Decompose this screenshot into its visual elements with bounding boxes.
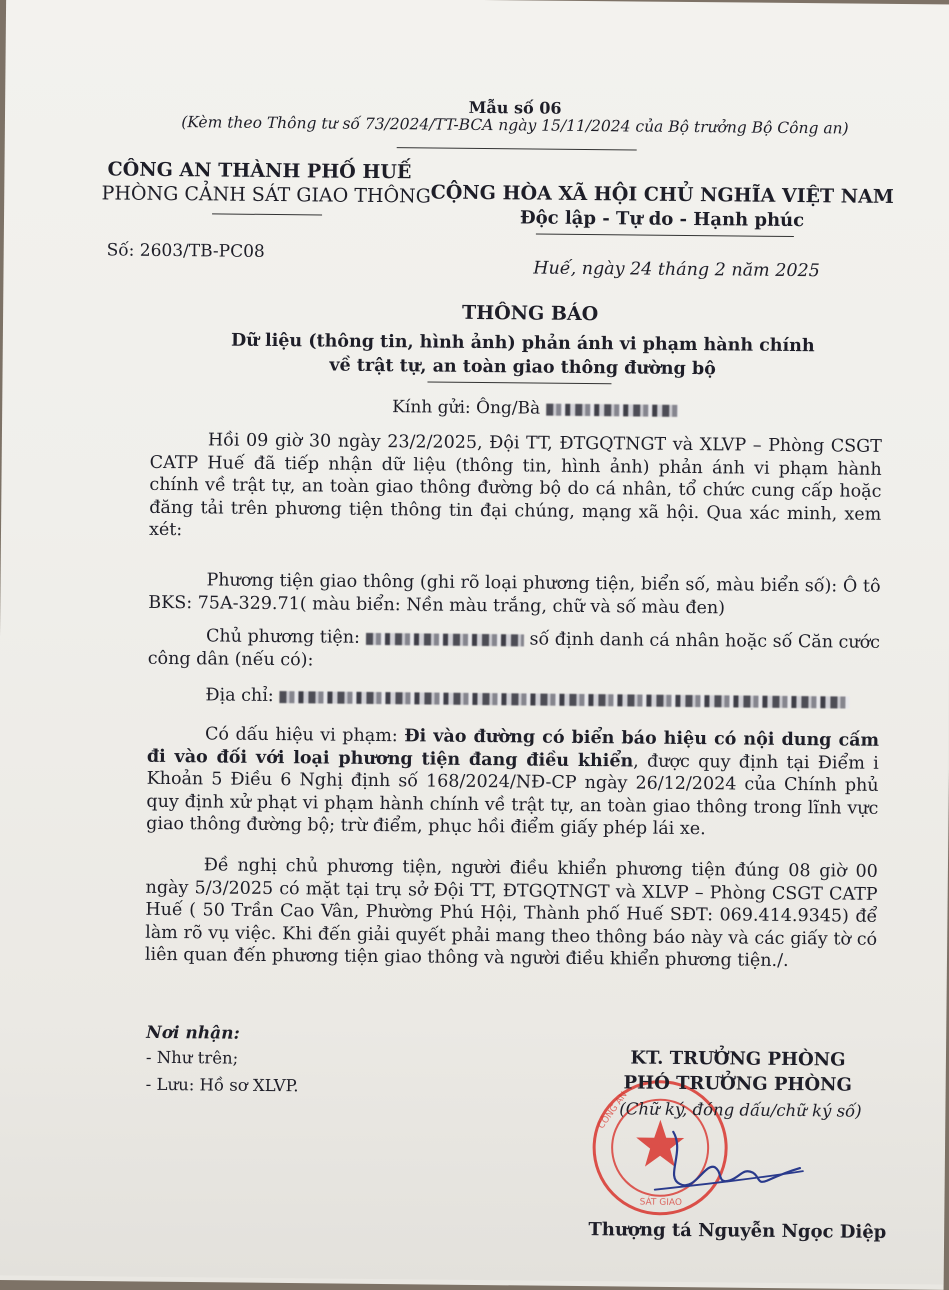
paragraph-owner xyxy=(148,625,880,677)
recipient-item: - Lưu: Hồ sơ XLVP. xyxy=(145,1074,299,1096)
place-date: Huế, ngày 24 tháng 2 năm 2025 xyxy=(533,258,820,282)
redacted-name xyxy=(546,403,678,416)
document-number: Số: 2603/TB-PC08 xyxy=(106,240,265,262)
paragraph-vehicle: Phương tiện giao thông (ghi rõ loại phương tiện, biển số, màu biển số): Ô tô BKS: 75A-329.71( màu biển: Nền màu trắng, chữ và số màu đen) xyxy=(148,570,881,618)
signer-name: Thượng tá Nguyễn Ngọc Diệp xyxy=(588,1219,887,1243)
handwritten-signature xyxy=(645,1122,806,1204)
owner-label: Chủ phương tiện: xyxy=(205,626,361,648)
paragraph-address xyxy=(147,684,879,714)
violation-lead: Có dấu hiệu vi phạm: xyxy=(204,724,398,747)
paragraph-intro: Hồi 09 giờ 30 ngày 23/2/2025, Đội TT, ĐTGQTNGT và XLVP – Phòng CSGT CATP Huế đã tiếp nhận dữ liệu (thông tin, hình ảnh) phản ánh vi phạm hành chính về trật tự, an toàn giao thông đường bộ do cá nhân, tổ chức cung cấp hoặc đăng tải trên phương tiện thông tin đại chúng, mạng xã hội. Qua xác minh, xem xét: xyxy=(148,430,882,541)
national-motto: Độc lập - Tự do - Hạnh phúc xyxy=(519,207,805,232)
attachment-underline xyxy=(397,147,637,150)
signer-position: PHÓ TRƯỞNG PHÒNG xyxy=(623,1072,853,1096)
form-number: Mẫu số 06 xyxy=(468,97,562,118)
recipient-item: - Như trên; xyxy=(145,1047,239,1068)
address-label: Địa chỉ: xyxy=(205,685,274,707)
subtitle-underline xyxy=(427,381,611,384)
signer-authority: KT. TRƯỞNG PHÒNG xyxy=(630,1047,846,1071)
paragraph-violation xyxy=(146,723,879,843)
motto-underline xyxy=(536,234,794,237)
violation-legal-basis: , được quy định tại Điểm i Khoản 5 Điều 6 Nghị định số 168/2024/NĐ-CP ngày 26/12/2024 của Chính phủ quy định xử phạt vi phạm hành chính về trật tự, an toàn giao thông trong lĩnh vực giao thông đường bộ; trừ điểm, phục hồi điểm giấy phép lái xe. xyxy=(146,750,879,840)
recipients-heading: Nơi nhận: xyxy=(146,1022,240,1044)
org-underline xyxy=(212,213,322,215)
department-name: PHÒNG CẢNH SÁT GIAO THÔNG xyxy=(101,182,432,208)
subtitle-line-2: về trật tự, an toàn giao thông đường bộ xyxy=(329,355,716,380)
subtitle-line-1: Dữ liệu (thông tin, hình ảnh) phản ánh vi phạm hành chính xyxy=(230,330,815,357)
organization-name: CÔNG AN THÀNH PHỐ HUẾ xyxy=(107,158,412,184)
owner-id-label: số định danh cá nhân hoặc số Căn cước công dân (nếu có): xyxy=(147,629,881,670)
national-title: CỘNG HÒA XÃ HỘI CHỦ NGHĨA VIỆT NAM xyxy=(430,181,894,208)
svg-text:CÔNG AN: CÔNG AN xyxy=(596,1090,630,1131)
redacted-owner xyxy=(366,632,524,646)
redacted-address xyxy=(280,691,850,708)
document-title: THÔNG BÁO xyxy=(461,301,599,326)
attachment-note: (Kèm theo Thông tư số 73/2024/TT-BCA ngày 15/11/2024 của Bộ trưởng Bộ Công an) xyxy=(181,113,849,138)
svg-text:SÁT GIAO: SÁT GIAO xyxy=(639,1197,683,1208)
paragraph-request: Đề nghị chủ phương tiện, người điều khiển phương tiện đúng 08 giờ 00 ngày 5/3/2025 có mặt tại trụ sở Đội TT, ĐTGQTNGT và XLVP – Phòng CSGT CATP Huế ( 50 Trần Cao Vân, Phường Phú Hội, Thành phố Huế SĐT: 069.414.9345) để làm rõ vụ việc. Khi đến giải quyết phải mang theo thông báo này và các giấy tờ có liên quan đến phương tiện giao thông và người điều khiển phương tiện./. xyxy=(144,855,878,971)
greeting xyxy=(392,397,678,420)
violation-description: Đi vào đường có biển báo hiệu có nội dung cấm đi vào đối với loại phương tiện đang điều khiển xyxy=(146,726,880,771)
greeting-text: Kính gửi: Ông/Bà xyxy=(392,397,541,419)
signature-note: (Chữ ký, đóng dấu/chữ ký số) xyxy=(619,1099,862,1121)
